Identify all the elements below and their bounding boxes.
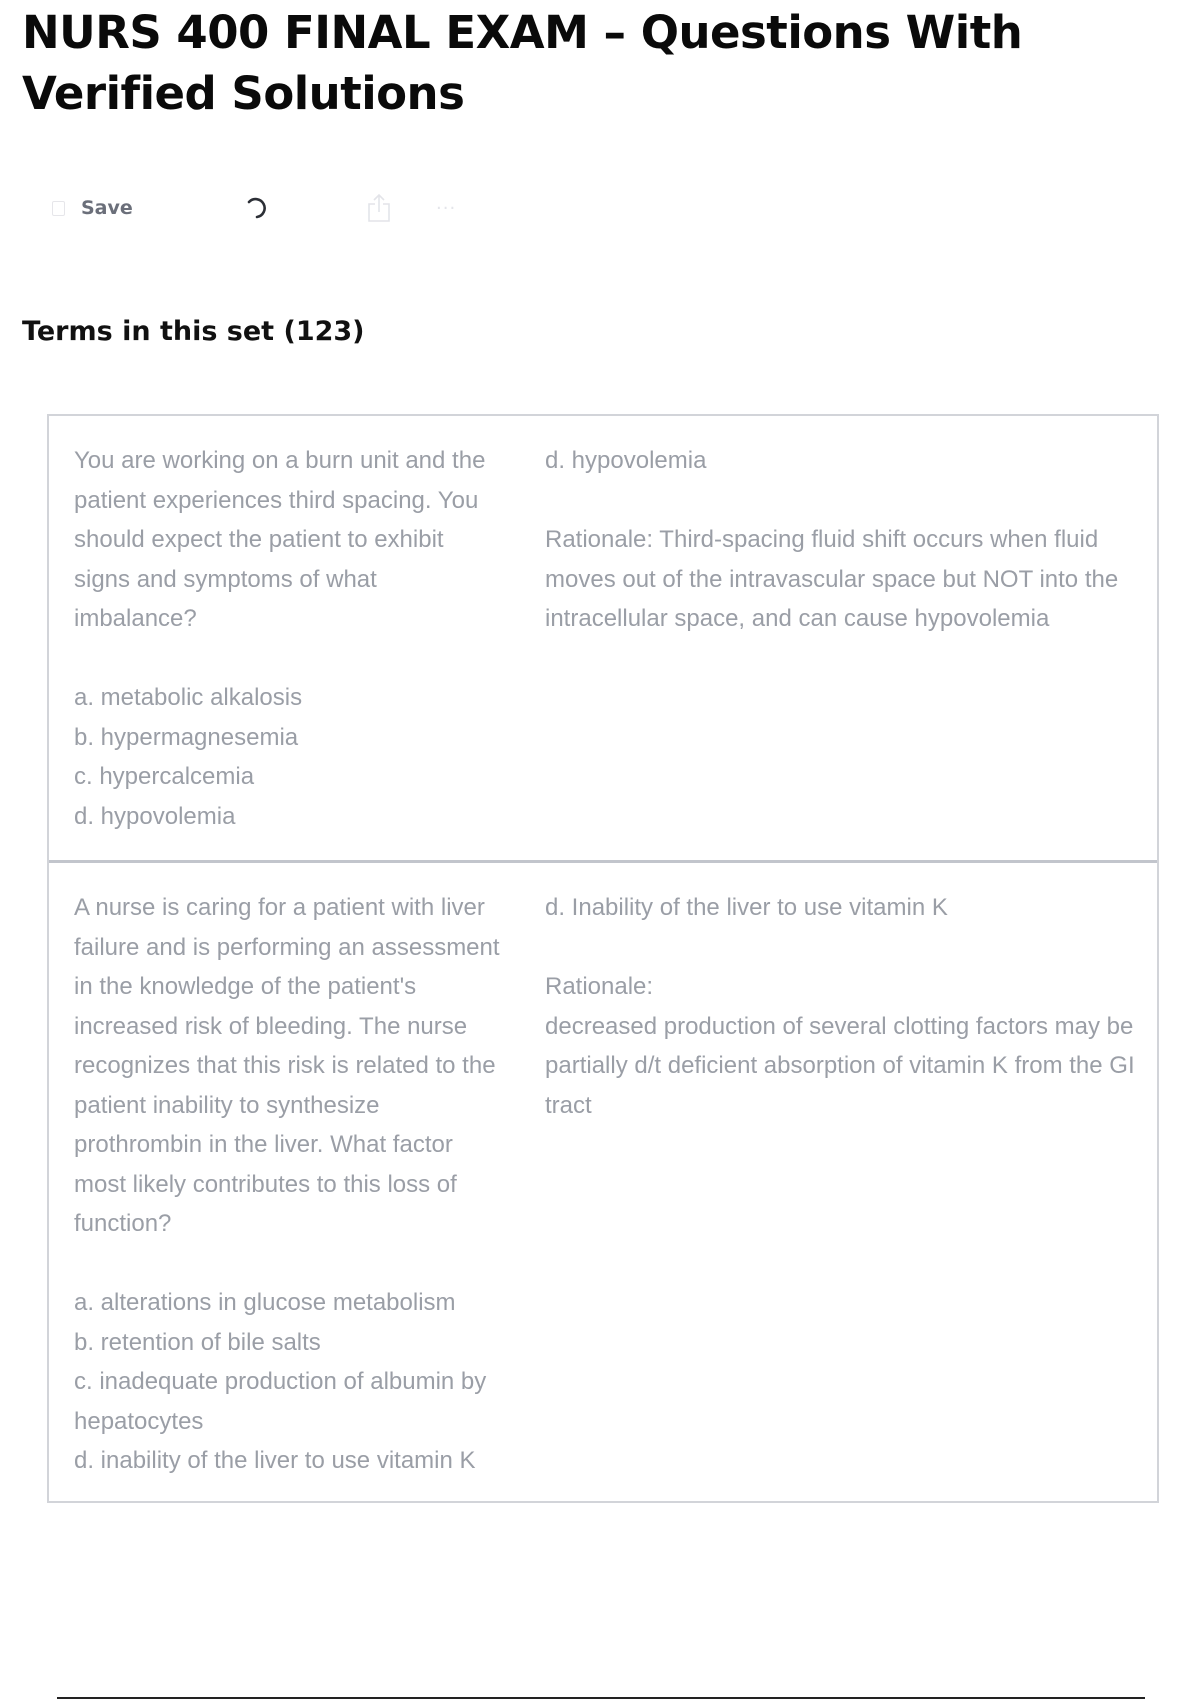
page-title: NURS 400 FINAL EXAM – Questions With Verified Solutions	[22, 6, 1023, 120]
share-icon	[366, 193, 392, 223]
share-button[interactable]	[366, 186, 392, 230]
term-card[interactable]	[49, 416, 1157, 860]
terms-list	[47, 414, 1159, 1503]
bookmark-icon	[52, 201, 65, 216]
terms-heading: Terms in this set (123)	[22, 316, 365, 347]
term-question: A nurse is caring for a patient with liver failure and is performing an assessment in the knowledge of the patient's increased risk of bleeding. The nurse recognizes that this risk is related to the patient inability to synthesize prothrombin in the liver. What factor most likely contributes to this loss of function? a. alterations in glucose metabolism b. retention of bile salts c. inadequate production of albumin by hepatocytes d. inability of the liver to use vitamin K	[74, 894, 500, 1474]
term-answer: d. hypovolemia Rationale: Third-spacing fluid shift occurs when fluid moves out of the intravascular space but NOT into the intracellular space, and can cause hypovolemia	[545, 447, 1119, 632]
save-label: Save	[81, 197, 133, 219]
term-answer: d. Inability of the liver to use vitamin K Rationale: decreased production of several clotting factors may be partially d/t deficient absorption of vitamin K from the GI tract	[545, 894, 1135, 1119]
spinner-icon	[244, 186, 270, 230]
term-card[interactable]	[49, 860, 1157, 1501]
term-question: You are working on a burn unit and the patient experiences third spacing. You should expect the patient to exhibit signs and symptoms of what imbalance? a. metabolic alkalosis b. hypermagnesemia c. hypercalcemia d. hypovolemia	[74, 447, 486, 830]
more-icon: ···	[436, 197, 457, 219]
set-toolbar	[52, 186, 512, 230]
save-button[interactable]	[52, 186, 133, 230]
more-button[interactable]	[436, 186, 456, 230]
footer-divider	[57, 1697, 1145, 1699]
